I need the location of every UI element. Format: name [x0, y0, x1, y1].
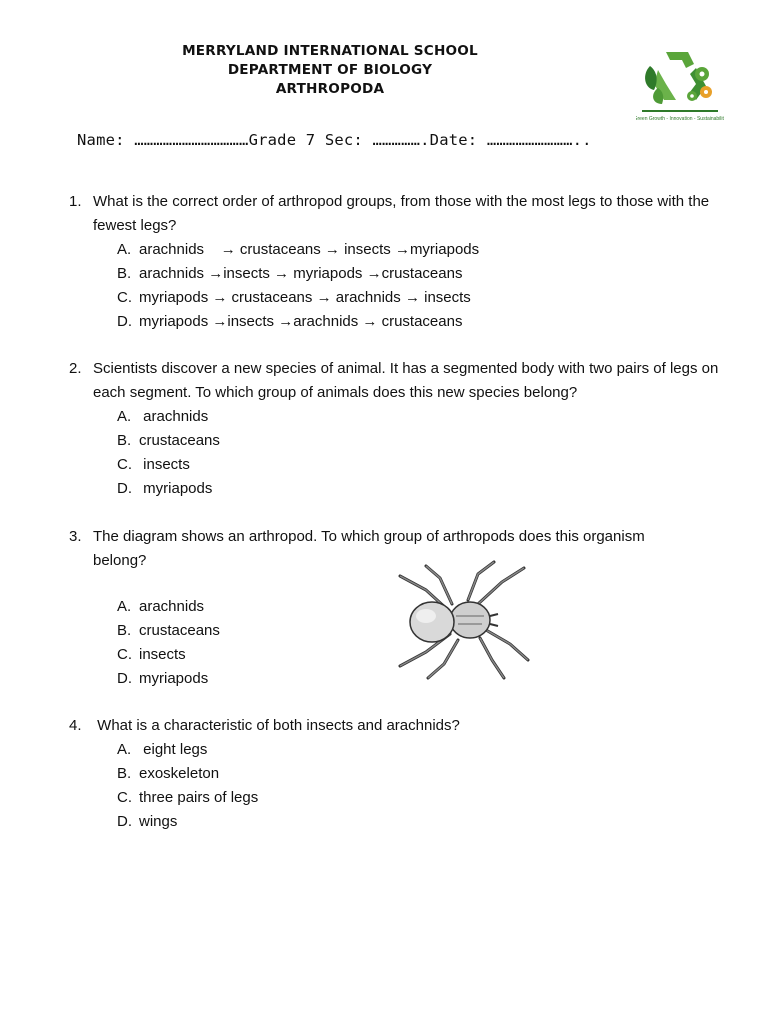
student-info-line: Name: ………………………………Grade 7 Sec: …………….Date: ………………………..: [77, 131, 592, 149]
question-text: What is a characteristic of both insects and arachnids?: [93, 717, 460, 734]
option-text: myriapods: [139, 670, 209, 687]
department-name: DEPARTMENT OF BIOLOGY: [227, 62, 433, 78]
option-letter: D.: [117, 813, 132, 830]
option-text: arachnids: [139, 598, 205, 615]
option: [117, 619, 220, 643]
option: [117, 405, 208, 429]
option: [117, 667, 208, 691]
option: [117, 262, 462, 286]
option-text: wings: [139, 813, 178, 830]
spider-drawing: [396, 560, 530, 682]
option-text: insects: [139, 646, 186, 663]
option: [117, 762, 219, 786]
option: [117, 286, 471, 310]
option-letter: B.: [117, 265, 132, 282]
logo-caption: Green Growth - Innovation - Sustainability: [636, 116, 724, 122]
option: [117, 595, 204, 619]
option-letter: A.: [117, 598, 132, 615]
option-letter: A.: [117, 741, 132, 758]
question-number: 4.: [69, 717, 82, 734]
option: [117, 477, 212, 501]
option: [117, 429, 220, 453]
option-letter: D.: [117, 313, 132, 330]
option: [117, 238, 479, 262]
option-text: eight legs: [139, 741, 208, 758]
question-number: 2.: [69, 360, 82, 377]
option: [117, 643, 186, 667]
option: [117, 453, 190, 477]
option-text: myriapods → crustaceans → arachnids → insects: [139, 289, 471, 306]
option-text: crustaceans: [139, 622, 220, 639]
option-letter: A.: [117, 241, 132, 258]
question-number: 1.: [69, 193, 82, 210]
option-text: myriapods: [139, 480, 213, 497]
option-text: three pairs of legs: [139, 789, 259, 806]
document-header: [0, 42, 660, 99]
option-text: arachnids →insects → myriapods →crustaceans: [139, 265, 463, 282]
recycle-gears-logo: [636, 44, 724, 124]
option-letter: B.: [117, 622, 132, 639]
option-letter: D.: [117, 670, 132, 687]
school-name: MERRYLAND INTERNATIONAL SCHOOL: [182, 43, 478, 59]
option: [117, 810, 177, 834]
option-letter: C.: [117, 456, 132, 473]
option-text: myriapods →insects →arachnids → crustaceans: [139, 313, 463, 330]
question-number: 3.: [69, 528, 82, 545]
option-letter: C.: [117, 646, 132, 663]
option: [117, 786, 258, 810]
option-letter: C.: [117, 289, 132, 306]
option-letter: B.: [117, 765, 132, 782]
option-text: arachnids → crustaceans → insects →myriapods: [139, 241, 480, 258]
option-text: insects: [139, 456, 190, 473]
option-letter: C.: [117, 789, 132, 806]
option-text: crustaceans: [139, 432, 220, 449]
question-text: Scientists discover a new species of animal. It has a segmented body with two pairs of legs on each segment. To which group of animals does this new species belong?: [93, 360, 719, 401]
option-text: exoskeleton: [139, 765, 220, 782]
topic-title: ARTHROPODA: [275, 81, 385, 97]
question-text: The diagram shows an arthropod. To which group of arthropods does this organism belong?: [93, 528, 645, 569]
question-text: What is the correct order of arthropod groups, from those with the most legs to those with the fewest legs?: [93, 193, 710, 234]
option-letter: D.: [117, 480, 132, 497]
option: [117, 738, 207, 762]
option-letter: B.: [117, 432, 132, 449]
option: [117, 310, 462, 334]
option-text: arachnids: [139, 408, 209, 425]
option-letter: A.: [117, 408, 132, 425]
